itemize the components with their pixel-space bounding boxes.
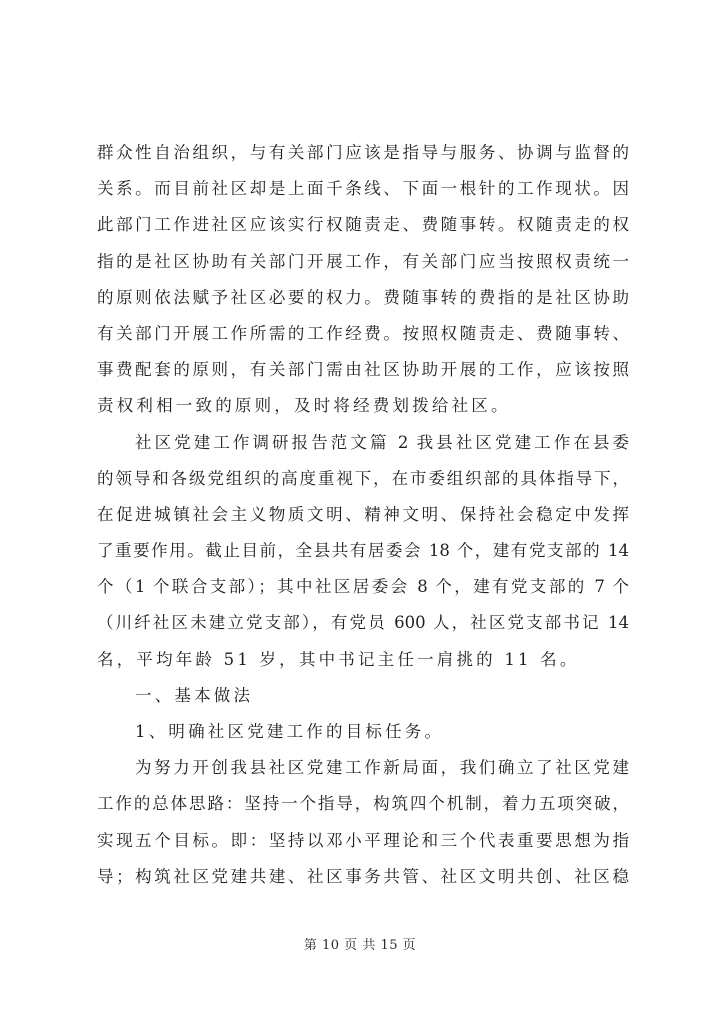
section-heading: 一、基本做法: [135, 685, 254, 705]
text-line: 实现五个目标。即：坚持以邓小平理论和三个代表重要思想为指: [97, 830, 629, 850]
text-line: 的领导和各级党组织的高度重视下，在市委组织部的具体指导下，: [97, 468, 629, 488]
text-line: 为努力开创我县社区党建工作新局面，我们确立了社区党建: [135, 758, 629, 778]
text-line: 了重要作用。截止目前，全县共有居委会 18 个，建有党支部的 14: [97, 541, 629, 561]
text-line: 责权利相一致的原则，及时将经费划拨给社区。: [97, 396, 511, 416]
text-line: 关系。而目前社区却是上面千条线、下面一根针的工作现状。因: [97, 179, 629, 199]
subsection-heading: 1、明确社区党建工作的目标任务。: [135, 722, 445, 741]
text-line: （川纤社区未建立党支部），有党员 600 人，社区党支部书记 14: [97, 613, 629, 633]
text-line: 群众性自治组织，与有关部门应该是指导与服务、协调与监督的: [97, 143, 629, 162]
text-line: 指的是社区协助有关部门开展工作，有关部门应当按照权责统一: [97, 251, 629, 271]
text-line: 此部门工作进社区应该实行权随责走、费随事转。权随责走的权: [97, 215, 629, 235]
text-line: 导；构筑社区党建共建、社区事务共管、社区文明共创、社区稳: [97, 866, 629, 886]
page-number-footer: 第 10 页 共 15 页: [303, 938, 417, 953]
text-line: 的原则依法赋予社区必要的权力。费随事转的费指的是社区协助: [97, 287, 629, 307]
text-line: 有关部门开展工作所需的工作经费。按照权随责走、费随事转、: [97, 323, 629, 343]
text-line: 工作的总体思路：坚持一个指导，构筑四个机制，着力五项突破，: [97, 794, 629, 814]
text-line: 名，平均年龄 51 岁，其中书记主任一肩挑的 11 名。: [97, 649, 580, 669]
text-line: 社区党建工作调研报告范文篇 2 我县社区党建工作在县委: [135, 432, 629, 452]
document-body: [97, 135, 629, 895]
text-line: 在促进城镇社会主义物质文明、精神文明、保持社会稳定中发挥: [97, 504, 629, 524]
text-line: 事费配套的原则，有关部门需由社区协助开展的工作，应该按照: [97, 360, 629, 380]
text-line: 个（1 个联合支部）；其中社区居委会 8 个，建有党支部的 7 个: [97, 577, 629, 597]
